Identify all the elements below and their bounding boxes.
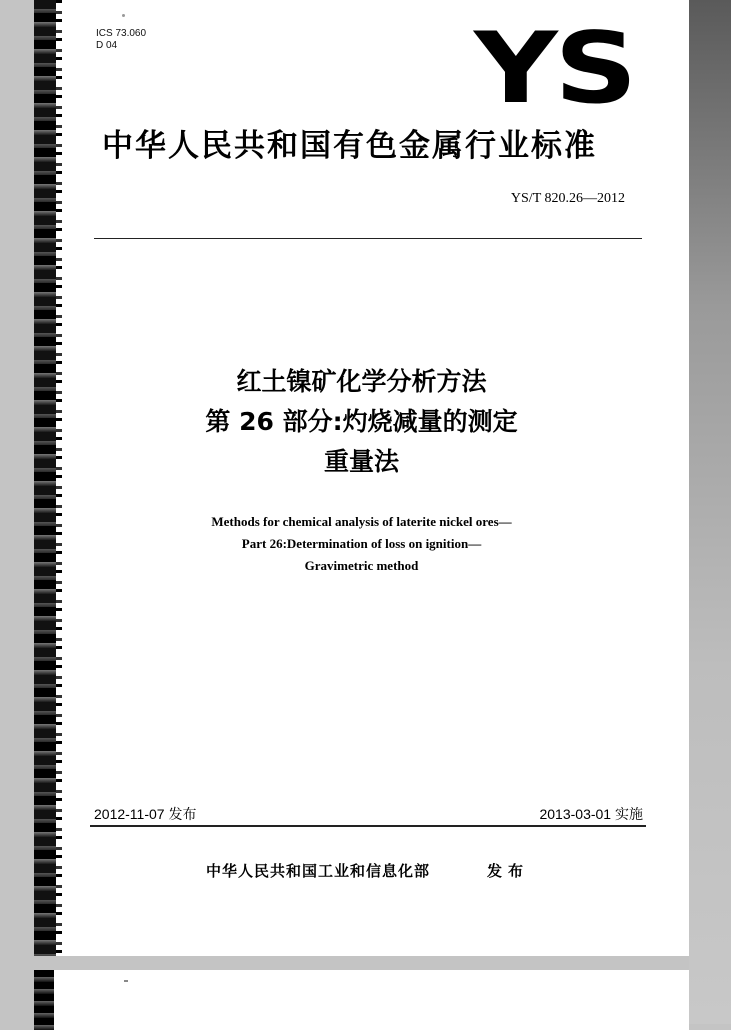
english-title-line-2: Part 26:Determination of loss on ignition— [241,536,482,551]
chinese-title-line-1: 红土镍矿化学分析方法 [236,367,487,396]
english-title-line-1: Methods for chemical analysis of laterite nickel ores— [211,514,512,529]
background-strip [689,0,731,1024]
ccs-code: D 04 [96,40,118,51]
standard-number: YS/T 820.26—2012 [510,191,625,206]
issuing-authority: 中华人民共和国工业和信息化部 [206,862,431,880]
classification-codes [96,28,146,52]
scan-speck-next [124,980,128,982]
scan-speck [122,14,125,17]
english-title [34,511,689,577]
ys-logo: YS [474,12,634,126]
standard-category-title: 中华人民共和国有色金属行业标准 [102,128,597,164]
chinese-title [34,362,689,482]
chinese-title-line-3: 重量法 [323,447,399,476]
next-page-edge [34,970,689,1030]
english-title-line-3: Gravimetric method [304,558,419,573]
issuing-action: 发布 [487,862,530,880]
scan-torn-edge-next [34,970,54,1030]
header-divider [94,238,642,239]
ics-code: ICS 73.060 [96,28,147,39]
footer-divider [90,825,646,827]
issue-date: 2012-11-07 发布 [94,806,197,822]
chinese-title-line-2: 第 26 部分:灼烧减量的测定 [205,407,518,436]
implementation-date: 2013-03-01 实施 [539,806,643,822]
document-cover-page [34,0,689,956]
